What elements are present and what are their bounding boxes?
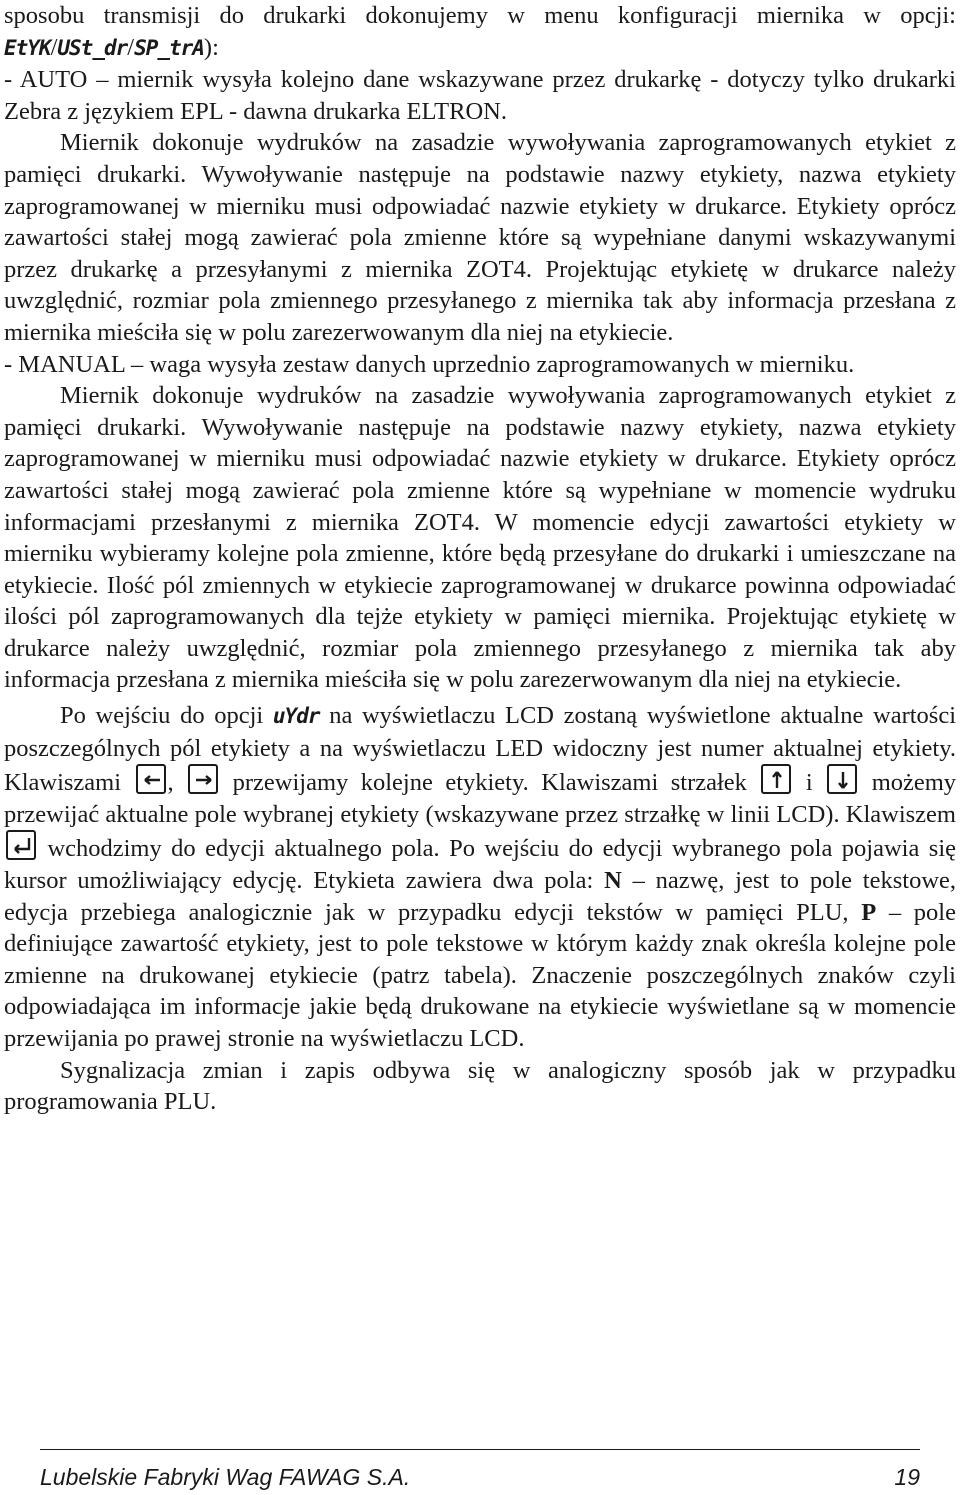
manual-option-line: - MANUAL – waga wysyła zestaw danych uprzednio zaprogramowanych w mierniku. (4, 350, 855, 378)
document-page (4, 0, 956, 1118)
arrow-left-icon (136, 764, 166, 794)
page-number: 19 (894, 1464, 920, 1490)
display-code-uydr: uYdr (272, 704, 320, 729)
display-code-sp-tra: SP_trA (134, 35, 204, 60)
arrow-up-icon (761, 764, 791, 794)
field-n-label: N (604, 867, 622, 895)
closing-paragraph: Sygnalizacja zmian i zapis odbywa się w analogiczny sposób jak w przypadku programowania PLU. (4, 1056, 956, 1116)
manual-description: Miernik dokonuje wydruków na zasadzie wywoływania zaprogramowanych etykiet z pamięci drukarki. Wywoływanie następuje na podstawie nazwy etykiety, nazwa etykiety zaprogramowanej w mierniku musi odpowiadać nazwie etykiety w drukarce. Etykiety oprócz zawartości stałej mogą zawierać pola zmienne które są wypełniane w momencie wydruku informacjami przesłanymi z miernika ZOT4. W momencie edycji zawartości etykiety w mierniku wybieramy kolejne pola zmienne, które będą przesyłane do drukarki i umieszczane na etykiecie. Ilość pól zmiennych w etykiecie zaprogramowanej w drukarce powinna odpowiadać ilości pól zaprogramowanych dla tejże etykiety w pamięci miernika. Projektując etykietę w drukarce należy uwzględnić, rozmiar pola zmiennego przesyłanego z miernika tak aby informacja przesłana z miernika mieściła się w polu zarezerwowanym dla niej na etykiecie. (4, 382, 956, 694)
label-edit-paragraph: Po wejściu do opcji uYdr na wyświetlaczu LCD zostaną wyświetlone aktualne wartości poszczególnych pól etykiety a na wyświetlaczu LED widoczny jest numer aktualnej etykiety. Klawiszami , przewijamy kolejne etykiety. Klawiszami strzałek i możemy przewijać aktualne pole wybranej etykiety (wskazywane przez strzałkę w linii LCD). Klawiszem wchodzimy do edycji aktualnego pola. Po wejściu do edycji wybranego pola pojawia się kursor umożliwiający edycję. Etykieta zawiera dwa pola: N – nazwę, jest to pole tekstowe, edycja przebiega analogicznie jak w przypadku edycji tekstów w pamięci PLU, P – pole definiujące zawartość etykiety, jest to pole tekstowe w którym każdy znak określa kolejne pole zmienne na drukowanej etykiecie (patrz tabela). Znaczenie poszczególnych znaków czyli odpowiadająca im informacje jakie będą drukowane na etykiecie wyświetlane są w momencie przewijania po prawej stronie na wyświetlaczu LCD. (4, 702, 957, 1052)
footer-company: Lubelskie Fabryki Wag FAWAG S.A. (40, 1464, 411, 1490)
auto-description: Miernik dokonuje wydruków na zasadzie wywoływania zaprogramowanych etykiet z pamięci drukarki. Wywoływanie następuje na podstawie nazwy etykiety, nazwa etykiety zaprogramowanej w mierniku musi odpowiadać nazwie etykiety w drukarce. Etykiety oprócz zawartości stałej mogą zawierać pola zmienne które są wypełniane danymi wskazywanymi przez drukarkę a przesyłanymi z miernika ZOT4. Projektując etykietę w drukarce należy uwzględnić, rozmiar pola zmiennego przesyłanego z miernika tak aby informacja przesłana z miernika mieściła się w polu zarezerwowanym dla niej na etykiecie. (4, 129, 956, 346)
display-code-ust-dr: USt_dr (57, 35, 128, 60)
arrow-down-icon (827, 764, 857, 794)
field-p-label: P (861, 898, 877, 926)
intro-paragraph: sposobu transmisji do drukarki dokonujemy w menu konfiguracji miernika w opcji: EtYK/USt_dr/SP_trA): (4, 2, 956, 61)
page-footer (40, 1464, 920, 1491)
intro-text: sposobu transmisji do drukarki dokonujemy w menu konfiguracji miernika w opcji: (4, 2, 956, 29)
display-code-etyk: EtYK (4, 35, 51, 60)
auto-option-line: - AUTO – miernik wysyła kolejno dane wskazywane przez drukarkę - dotyczy tylko drukarki Zebra z językiem EPL - dawna drukarka ELTRON. (4, 66, 956, 125)
enter-icon (6, 830, 36, 860)
arrow-right-icon (188, 764, 218, 794)
footer-divider (40, 1449, 920, 1450)
